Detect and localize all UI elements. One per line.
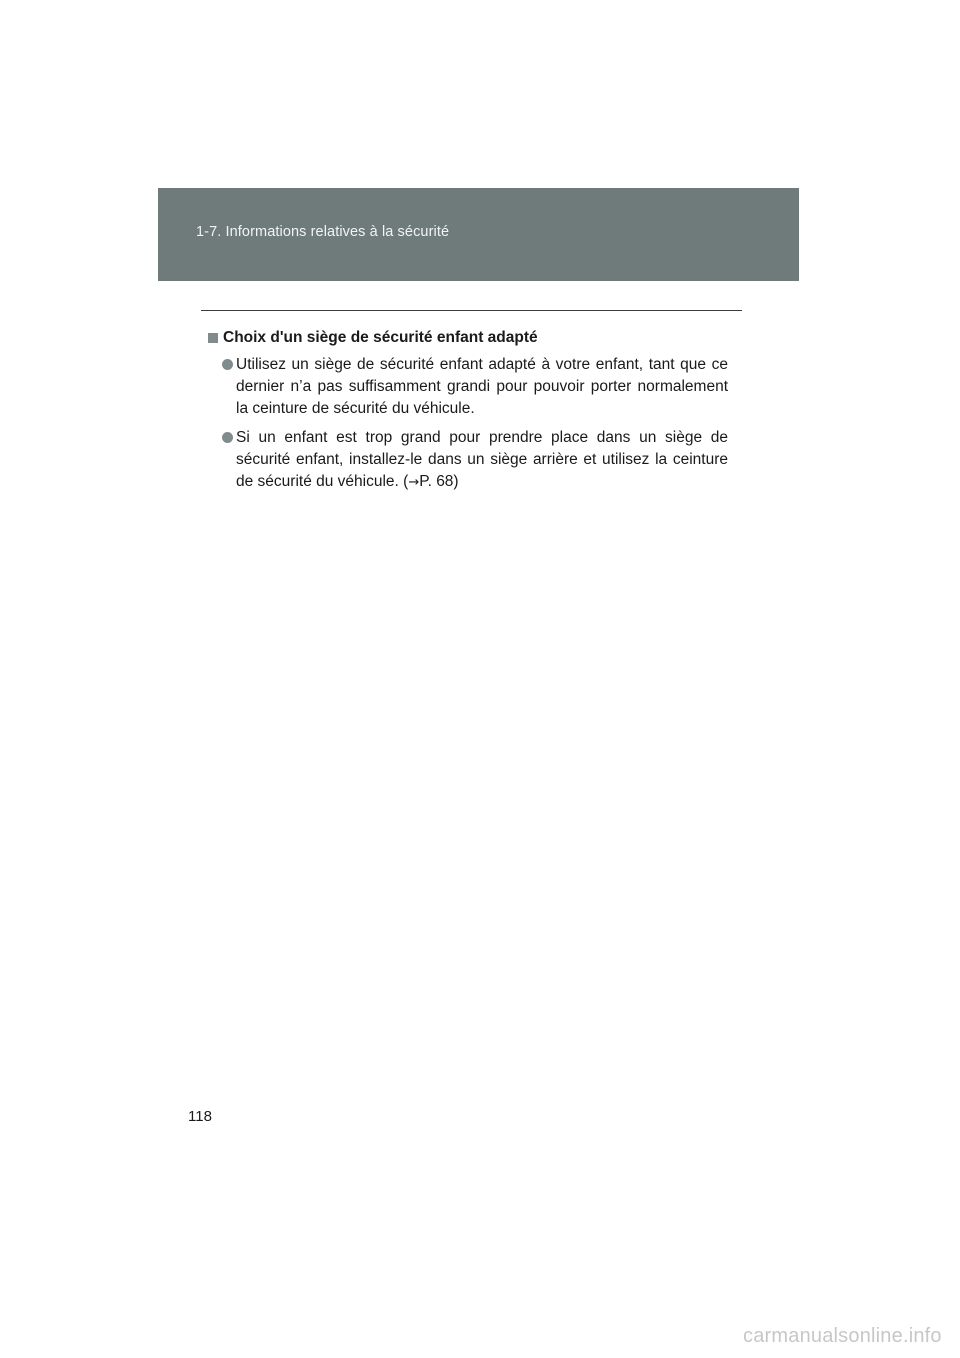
page-reference-link[interactable]: P. 68) (419, 473, 459, 490)
square-bullet-icon (208, 333, 218, 343)
bullet-text: Si un enfant est trop grand pour prendre place dans un siège de sécurité enfant, installez-le dans un siège arrière et utilisez la ceinture de sécurité du véhicule. ( (236, 429, 728, 490)
right-arrow-icon: → (408, 475, 420, 490)
watermark: carmanualsonline.info (743, 1325, 942, 1347)
chapter-header-band (158, 188, 799, 281)
info-section (208, 327, 728, 494)
bullet-text: Utilisez un siège de sécurité enfant adapté à votre enfant, tant que ce dernier n’a pas suffisamment grandi pour pouvoir porter normalement la ceinture de sécurité du véhicule. (236, 356, 728, 417)
section-divider (201, 310, 742, 311)
section-heading (208, 327, 728, 349)
list-item (208, 427, 728, 494)
page-number: 118 (188, 1108, 212, 1125)
section-heading-text: Choix d'un siège de sécurité enfant adapté (223, 329, 538, 346)
circle-bullet-icon (222, 359, 233, 370)
circle-bullet-icon (222, 432, 233, 443)
bullet-list (208, 354, 728, 494)
chapter-section-title: 1-7. Informations relatives à la sécurité (196, 224, 450, 240)
list-item (208, 354, 728, 420)
